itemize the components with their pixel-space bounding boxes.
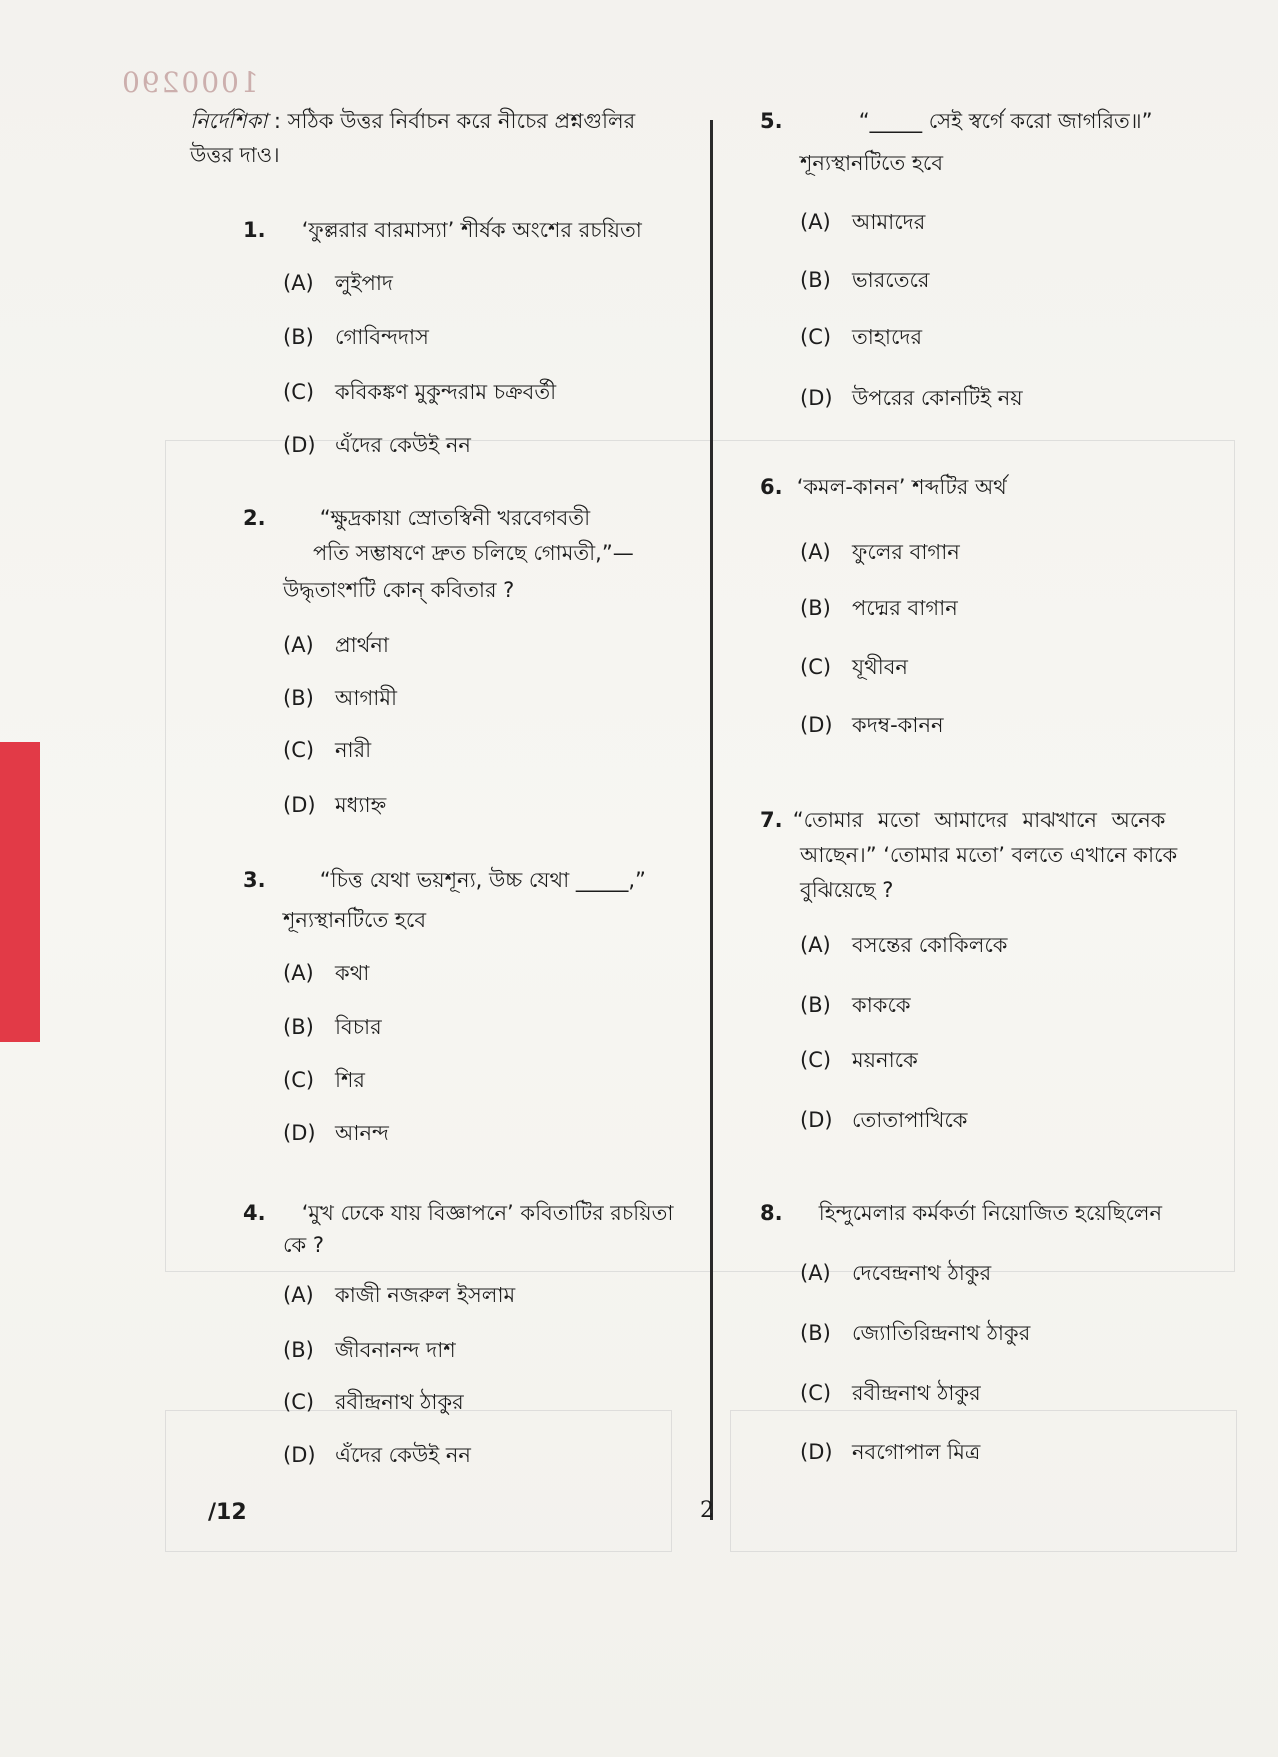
option-label: (B) [283,325,314,349]
option-text: গোবিন্দদাস [335,325,429,349]
question-2-line2: পতি সম্ভাষণে দ্রুত চলিছে গোমতী,”— [313,541,634,565]
question-7 [760,805,1166,835]
q2-option-b[interactable] [283,683,397,713]
q5-option-a[interactable] [800,207,925,237]
option-label: (A) [283,271,314,295]
option-label: (C) [800,655,832,679]
question-text: “তোমার মতো আমাদের মাঝখানে অনেক [792,808,1166,832]
option-label: (C) [800,1048,832,1072]
page-number: 2 [700,1498,714,1523]
q5-option-c[interactable] [800,322,922,352]
option-text: কদম্ব-কানন [852,713,944,737]
instructions-text: : সঠিক উত্তর নির্বাচন করে নীচের প্রশ্নগুলির [273,109,636,133]
option-text: পদ্মের বাগান [852,596,958,620]
question-number: 2. [243,506,266,530]
option-text: নবগোপাল মিত্র [852,1440,981,1464]
q4-option-c[interactable] [283,1387,464,1417]
option-text: কথা [335,961,370,985]
option-label: (B) [283,686,314,710]
q6-option-d[interactable] [800,710,944,740]
q3-option-d[interactable] [283,1118,389,1148]
option-text: মধ্যাহ্ন [335,793,387,817]
option-label: (A) [800,1261,831,1285]
question-number: 8. [760,1201,783,1225]
q1-option-c[interactable] [283,377,556,407]
question-2 [243,503,590,533]
question-3-line2: শূন্যস্থানটিতে হবে [283,908,427,932]
q4-option-d[interactable] [283,1440,471,1470]
q7-option-a[interactable] [800,930,1007,960]
option-label: (B) [283,1015,314,1039]
q4-option-a[interactable] [283,1280,515,1310]
option-text: বিচার [335,1015,382,1039]
option-text: এঁদের কেউই নন [335,1443,471,1467]
question-5-line2: শূন্যস্থানটিতে হবে [800,151,944,175]
red-edge-mark [0,742,40,1042]
option-text: কাককে [852,993,911,1017]
option-text: জীবনানন্দ দাশ [335,1338,456,1362]
option-label: (D) [800,386,833,410]
option-text: দেবেন্দ্রনাথ ঠাকুর [852,1261,992,1285]
q2-option-d[interactable] [283,790,386,820]
q8-option-a[interactable] [800,1258,991,1288]
q8-option-c[interactable] [800,1378,981,1408]
option-label: (C) [283,380,315,404]
option-text: এঁদের কেউই নন [335,433,471,457]
q8-option-b[interactable] [800,1318,1030,1348]
q3-option-c[interactable] [283,1065,365,1095]
q1-option-d[interactable] [283,430,471,460]
option-text: তাহাদের [852,325,922,349]
option-label: (A) [800,210,831,234]
option-text: ভারতেরে [852,268,930,292]
question-text: ‘কমল-কানন’ শব্দটির অর্থ [796,475,1007,499]
question-7-line2: আছেন।” ‘তোমার মতো’ বলতে এখানে কাকে [800,843,1178,867]
option-text: রবীন্দ্রনাথ ঠাকুর [335,1390,464,1414]
instructions [190,106,635,136]
option-label: (A) [800,933,831,957]
question-number: 1. [243,218,266,242]
question-number: 5. [760,109,783,133]
question-number: 3. [243,868,266,892]
option-text: রবীন্দ্রনাথ ঠাকুর [852,1381,981,1405]
q3-option-b[interactable] [283,1012,382,1042]
question-2-line3: উদ্ধৃতাংশটি কোন্ কবিতার ? [283,578,515,602]
q5-option-d[interactable] [800,383,1023,413]
option-label: (C) [800,1381,832,1405]
q4-option-b[interactable] [283,1335,456,1365]
question-7-line3: বুঝিয়েছে ? [800,878,894,902]
question-text: “_____ সেই স্বর্গে করো জাগরিত॥” [858,109,1153,133]
option-label: (A) [283,633,314,657]
option-label: (D) [283,1121,316,1145]
option-text: ফুলের বাগান [852,540,960,564]
question-text: “চিত্ত যেথা ভয়শূন্য, উচ্চ যেথা _____,” [319,868,646,892]
option-label: (C) [800,325,832,349]
bleed-through-box [165,1410,672,1552]
question-text: ‘ফুল্লরার বারমাস্যা’ শীর্ষক অংশের রচয়িতা [301,218,642,242]
option-text: কবিকঙ্কণ মুকুন্দরাম চক্রবর্তী [335,380,557,404]
question-text: ‘মুখ ঢেকে যায় বিজ্ঞাপনে’ কবিতাটির রচয়িতা [301,1201,674,1225]
question-text: হিন্দুমেলার কর্মকর্তা নিয়োজিত হয়েছিলেন [818,1201,1163,1225]
q6-option-a[interactable] [800,537,960,567]
option-label: (B) [800,596,831,620]
option-label: (C) [283,1390,315,1414]
option-text: উপরের কোনটিই নয় [852,386,1023,410]
option-text: আনন্দ [335,1121,389,1145]
option-label: (D) [283,1443,316,1467]
option-label: (B) [800,1321,831,1345]
bleed-through-box [730,1410,1237,1552]
option-text: তোতাপাখিকে [852,1108,968,1132]
serial-number: 1000290 [120,66,259,99]
question-number: 7. [760,808,783,832]
option-label: (D) [800,713,833,737]
instructions-line2: উত্তর দাও। [190,143,280,167]
question-number: 4. [243,1201,266,1225]
option-text: ময়নাকে [852,1048,918,1072]
option-text: প্রার্থনা [335,633,389,657]
q5-option-b[interactable] [800,265,929,295]
option-label: (B) [800,268,831,292]
column-divider [710,120,713,1520]
q8-option-d[interactable] [800,1437,980,1467]
option-label: (A) [800,540,831,564]
question-number: 6. [760,475,783,499]
question-6 [760,472,1007,502]
option-label: (B) [800,993,831,1017]
question-5 [760,106,1153,136]
question-4-line2: কে ? [283,1233,325,1257]
question-text: “ক্ষুদ্রকায়া স্রোতস্বিনী খরবেগবতী [319,506,591,530]
question-1 [243,215,642,245]
option-text: শির [335,1068,365,1092]
option-label: (D) [283,793,316,817]
q6-option-b[interactable] [800,593,958,623]
q7-option-d[interactable] [800,1105,968,1135]
question-8 [760,1198,1162,1228]
option-label: (D) [800,1440,833,1464]
option-text: আমাদের [852,210,926,234]
option-text: লুইপাদ [335,271,393,295]
option-label: (C) [283,738,315,762]
q2-option-a[interactable] [283,630,389,660]
option-text: বসন্তের কোকিলকে [852,933,1008,957]
option-label: (C) [283,1068,315,1092]
option-text: জ্যোতিরিন্দ্রনাথ ঠাকুর [852,1321,1031,1345]
option-label: (A) [283,961,314,985]
option-label: (D) [283,433,316,457]
option-label: (D) [800,1108,833,1132]
q3-option-a[interactable] [283,958,369,988]
option-text: আগামী [335,686,398,710]
option-text: কাজী নজরুল ইসলাম [335,1283,516,1307]
page-marker: /12 [208,1500,247,1525]
q1-option-a[interactable] [283,268,393,298]
instructions-label: নির্দেশিকা [190,109,268,133]
question-4 [243,1198,673,1228]
option-text: নারী [335,738,372,762]
q1-option-b[interactable] [283,322,429,352]
q6-option-c[interactable] [800,652,908,682]
option-label: (B) [283,1338,314,1362]
q2-option-c[interactable] [283,735,371,765]
option-label: (A) [283,1283,314,1307]
question-3 [243,865,646,895]
q7-option-b[interactable] [800,990,911,1020]
q7-option-c[interactable] [800,1045,918,1075]
option-text: যূথীবন [852,655,908,679]
